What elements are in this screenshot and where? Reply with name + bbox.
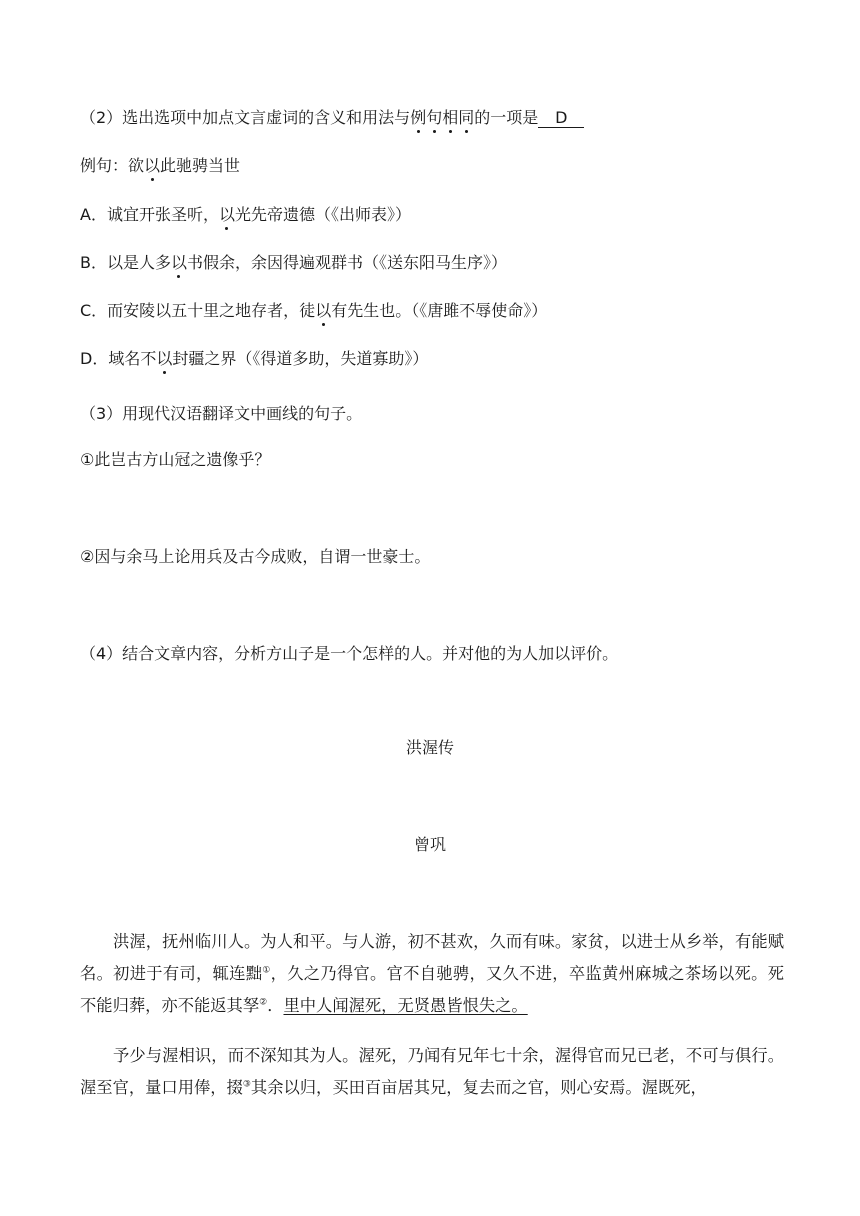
p1-text-2: ，久之乃得官。官不自驰骋，又久不进，卒监黄州麻城之茶场以死。死不能归葬，亦不能返其孥 — [80, 964, 784, 1015]
footnote-ref-1: ① — [262, 965, 271, 976]
option-d — [80, 349, 428, 369]
option-a-dotted: 以 — [218, 205, 235, 224]
option-a-before: A．诚宜开张圣听， — [80, 205, 219, 224]
question-2 — [80, 108, 584, 128]
question-3-prompt: （3）用现代汉语翻译文中画线的句子。 — [80, 404, 363, 423]
p2-text-1: 予少与渥相识，而不深知其为人。渥死，乃闻有兄年七十余，渥得官而兄已老，不可与俱行。渥至官，量口用俸，掇 — [80, 1046, 784, 1097]
option-a — [80, 205, 411, 225]
article-paragraph-1 — [80, 926, 784, 1022]
article-title: 洪渥传 — [405, 738, 454, 757]
dotted-char: 例 — [410, 108, 427, 127]
option-b — [80, 253, 507, 273]
example-after: 此驰骋当世 — [160, 156, 241, 175]
article-author: 曾巩 — [413, 835, 446, 854]
plain-char: 的 — [474, 108, 491, 127]
option-d-before: D．域名不 — [80, 349, 157, 368]
option-d-after: 封疆之界（《得道多助，失道寡助》） — [172, 349, 429, 368]
option-c — [80, 301, 547, 321]
dotted-char: 相 — [442, 108, 459, 127]
q2-prefix: （2）选出选项中加点文言虚词的含义和用法与 — [80, 108, 411, 127]
example-sentence — [80, 156, 240, 176]
p1-text-3: ． — [267, 996, 284, 1015]
option-c-dotted: 以 — [315, 301, 332, 320]
q2-answer: D — [538, 109, 584, 128]
footnote-ref-3: ③ — [242, 1079, 251, 1090]
article-paragraph-2 — [80, 1040, 784, 1104]
option-b-before: B．以是人多 — [80, 253, 171, 272]
question-3-sentence-2: ②因与余马上论用兵及古今成败，自谓一世豪士。 — [80, 547, 431, 566]
question-4-prompt: （4）结合文章内容，分析方山子是一个怎样的人。并对他的为人加以评价。 — [80, 644, 619, 663]
question-3-sentence-1: ①此岂古方山冠之遗像乎？ — [80, 450, 271, 469]
option-b-after: 书假余，余因得遍观群书（《送东阳马生序》） — [187, 253, 508, 272]
plain-char: 是 — [522, 108, 539, 127]
underlined-sentence: 里中人闻渥死，无贤愚皆恨失之。 — [283, 996, 528, 1015]
option-a-after: 光先帝遗德（《出师表》） — [234, 205, 411, 224]
footnote-ref-2: ② — [259, 997, 268, 1008]
plain-char: 项 — [506, 108, 523, 127]
q2-middle — [442, 108, 538, 127]
dotted-char: 句 — [426, 108, 443, 127]
q2-dotted-words — [410, 108, 442, 127]
plain-char: 一 — [490, 108, 507, 127]
example-before: 例句：欲 — [80, 156, 145, 175]
dotted-char: 同 — [458, 108, 475, 127]
option-b-dotted: 以 — [170, 253, 187, 272]
option-d-dotted: 以 — [156, 349, 173, 368]
option-c-before: C．而安陵以五十里之地存者，徒 — [80, 301, 316, 320]
option-c-after: 有先生也。（《唐雎不辱使命》） — [331, 301, 548, 320]
p2-text-2: 其余以归，买田百亩居其兄，复去而之官，则心安焉。渥既死， — [250, 1078, 707, 1097]
example-dotted: 以 — [144, 156, 161, 175]
p1-text-1: 洪渥，抚州临川人。为人和平。与人游，初不甚欢，久而有味。家贫，以进士从乡举，有能赋名。初进于有司，辄连黜 — [80, 932, 784, 983]
